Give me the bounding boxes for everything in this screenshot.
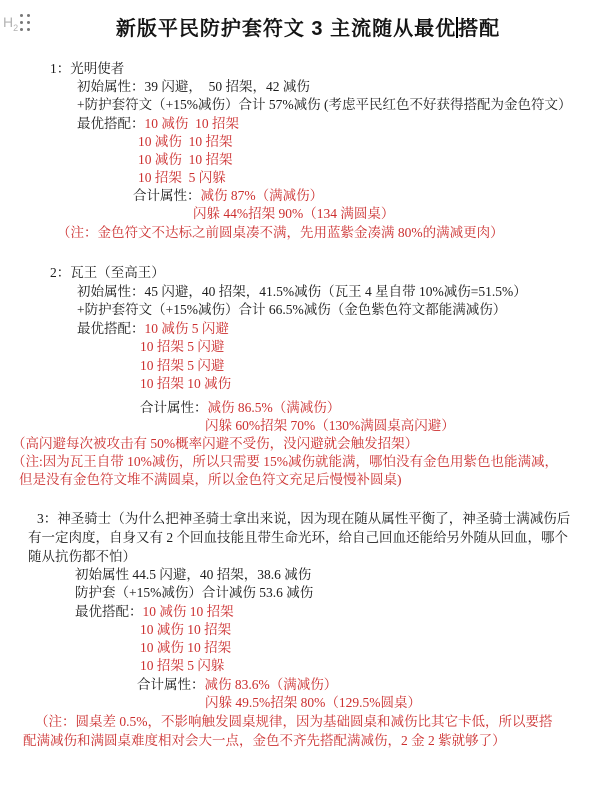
section-2-wa-king-line-10[interactable]	[12, 436, 418, 452]
emphasis-text-segment: 减伤 83.6%（满减伤）	[204, 677, 338, 692]
emphasis-text-segment: 10 减伤 10 招架	[140, 640, 232, 655]
section-3-holy-knight-line-3[interactable]	[28, 549, 136, 565]
text-segment: 初始属性：39 闪避， 50 招架，42 减伤	[77, 79, 310, 94]
emphasis-text-segment: 10 减伤 10 招架	[142, 604, 234, 619]
section-1-light-bringer-line-4[interactable]	[77, 116, 239, 132]
text-segment: 初始属性：45 闪避，40 招架，41.5%减伤（瓦王 4 星自带 10%减伤=51.5%）	[77, 284, 527, 299]
text-segment: 合计属性：	[137, 677, 205, 692]
emphasis-text-segment: 减伤 87%（满减伤）	[200, 188, 324, 203]
block-label-letter: H	[3, 14, 14, 30]
emphasis-text-segment: 闪躲 44%招架 90%（134 满圆桌）	[193, 206, 395, 221]
section-1-light-bringer-line-8[interactable]	[133, 188, 323, 204]
section-3-holy-knight-line-8[interactable]	[140, 640, 231, 656]
emphasis-text-segment: （注:因为瓦王自带 10%减伤，所以只需要 15%减伤就能满，哪怕没有金色用紫色也能满减，	[12, 454, 558, 469]
section-1-light-bringer-line-6[interactable]	[138, 152, 233, 168]
emphasis-text-segment: 10 招架 5 闪避	[140, 339, 225, 354]
emphasis-text-segment: （注：圆桌差 0.5%，不影响触发圆桌规律，因为基础圆桌和减伤比其它卡低，所以要搭	[35, 714, 553, 729]
text-segment: 最优搭配：	[75, 604, 143, 619]
section-3-holy-knight-line-1[interactable]	[37, 511, 570, 527]
section-1-light-bringer-line-1[interactable]	[50, 61, 124, 77]
section-2-wa-king-line-5[interactable]	[140, 339, 224, 355]
section-2-wa-king-line-8[interactable]	[140, 400, 340, 416]
emphasis-text-segment: 10 减伤 5 闪避	[144, 321, 229, 336]
document-title[interactable]	[0, 12, 616, 41]
text-segment: 随从抗伤都不怕）	[28, 549, 136, 564]
section-3-holy-knight-line-13[interactable]	[23, 733, 506, 749]
emphasis-text-segment: （高闪避每次被攻击有 50%概率闪避不受伤，没闪避就会触发招架）	[12, 436, 419, 451]
text-segment: 有一定肉度，自身又有 2 个回血技能且带生命光环，给自己回血还能给另外随从回血，哪个	[28, 530, 568, 545]
section-1-light-bringer-line-7[interactable]	[138, 170, 226, 186]
emphasis-text-segment: 但是没有金色符文堆不满圆桌，所以金色符文充足后慢慢补圆桌)	[19, 472, 402, 487]
section-1-light-bringer-line-10[interactable]	[57, 225, 504, 241]
section-2-wa-king-line-3[interactable]	[77, 302, 506, 318]
text-segment: 最优搭配：	[77, 321, 145, 336]
emphasis-text-segment: 减伤 86.5%（满减伤）	[207, 400, 341, 415]
section-2-wa-king-line-2[interactable]	[77, 284, 527, 300]
text-segment: +防护套符文（+15%减伤）合计 66.5%减伤（金色紫色符文都能满减伤）	[77, 302, 507, 317]
section-2-wa-king-line-11[interactable]	[12, 454, 558, 470]
emphasis-text-segment: 10 减伤 10 招架	[140, 622, 232, 637]
section-3-holy-knight-line-11[interactable]	[205, 695, 421, 711]
title-text-before-caret: 新版平民防护套符文 3 主流随从最优	[115, 18, 457, 40]
emphasis-text-segment: 闪躲 49.5%招架 80%（129.5%圆桌）	[205, 695, 421, 710]
text-segment: +防护套符文（+15%减伤）合计 57%减伤 (考虑平民红色不好获得搭配为金色符文）	[77, 97, 572, 112]
text-segment: 合计属性：	[133, 188, 201, 203]
section-3-holy-knight-line-12[interactable]	[35, 714, 553, 730]
emphasis-text-segment: 10 招架 5 闪躲	[138, 170, 226, 185]
section-2-wa-king-line-12[interactable]	[19, 472, 402, 488]
section-3-holy-knight-line-10[interactable]	[137, 677, 337, 693]
emphasis-text-segment: 10 减伤 10 招架	[138, 152, 233, 167]
section-1-light-bringer-line-9[interactable]	[193, 206, 394, 222]
emphasis-text-segment: 闪躲 60%招架 70%（130%满圆桌高闪避）	[205, 418, 455, 433]
section-1-light-bringer-line-3[interactable]	[77, 97, 571, 113]
emphasis-text-segment: （注：金色符文不达标之前圆桌凑不满，先用蓝紫金凑满 80%的满减更肉）	[57, 225, 504, 240]
section-2-wa-king-line-9[interactable]	[205, 418, 455, 434]
section-3-holy-knight-line-4[interactable]	[75, 567, 311, 583]
text-segment: 3：神圣骑士（为什么把神圣骑士拿出来说，因为现在随从属性平衡了，神圣骑士满减伤后	[37, 511, 571, 526]
section-1-light-bringer-line-2[interactable]	[77, 79, 310, 95]
section-3-holy-knight-line-6[interactable]	[75, 604, 234, 620]
section-2-wa-king-line-4[interactable]	[77, 321, 229, 337]
section-2-wa-king-line-6[interactable]	[140, 358, 224, 374]
section-3-holy-knight-line-7[interactable]	[140, 622, 231, 638]
emphasis-text-segment: 10 招架 5 闪避	[140, 358, 225, 373]
section-3-holy-knight-line-9[interactable]	[140, 658, 224, 674]
emphasis-text-segment: 10 减伤 10 招架	[138, 134, 233, 149]
title-text-after-caret: 搭配	[458, 18, 501, 40]
block-label-level: 2	[13, 22, 19, 33]
section-2-wa-king-line-7[interactable]	[140, 376, 231, 392]
emphasis-text-segment: 配满减伤和满圆桌难度相对会大一点，金色不齐先搭配满减伤，2 金 2 紫就够了）	[23, 733, 506, 748]
section-3-holy-knight-line-5[interactable]	[75, 585, 313, 601]
section-3-holy-knight-line-2[interactable]	[28, 530, 568, 546]
text-segment: 初始属性 44.5 闪避，40 招架，38.6 减伤	[75, 567, 312, 582]
text-segment: 1：光明使者	[50, 61, 125, 76]
emphasis-text-segment: 10 招架 5 闪躲	[140, 658, 225, 673]
section-2-wa-king-line-1[interactable]	[50, 265, 165, 281]
text-segment: 2：瓦王（至高王）	[50, 265, 165, 280]
text-segment: 防护套（+15%减伤）合计减伤 53.6 减伤	[75, 585, 314, 600]
emphasis-text-segment: 10 招架 10 减伤	[140, 376, 232, 391]
text-segment: 合计属性：	[140, 400, 208, 415]
text-segment: 最优搭配：	[77, 116, 145, 131]
section-1-light-bringer-line-5[interactable]	[138, 134, 233, 150]
emphasis-text-segment: 10 减伤 10 招架	[144, 116, 239, 131]
